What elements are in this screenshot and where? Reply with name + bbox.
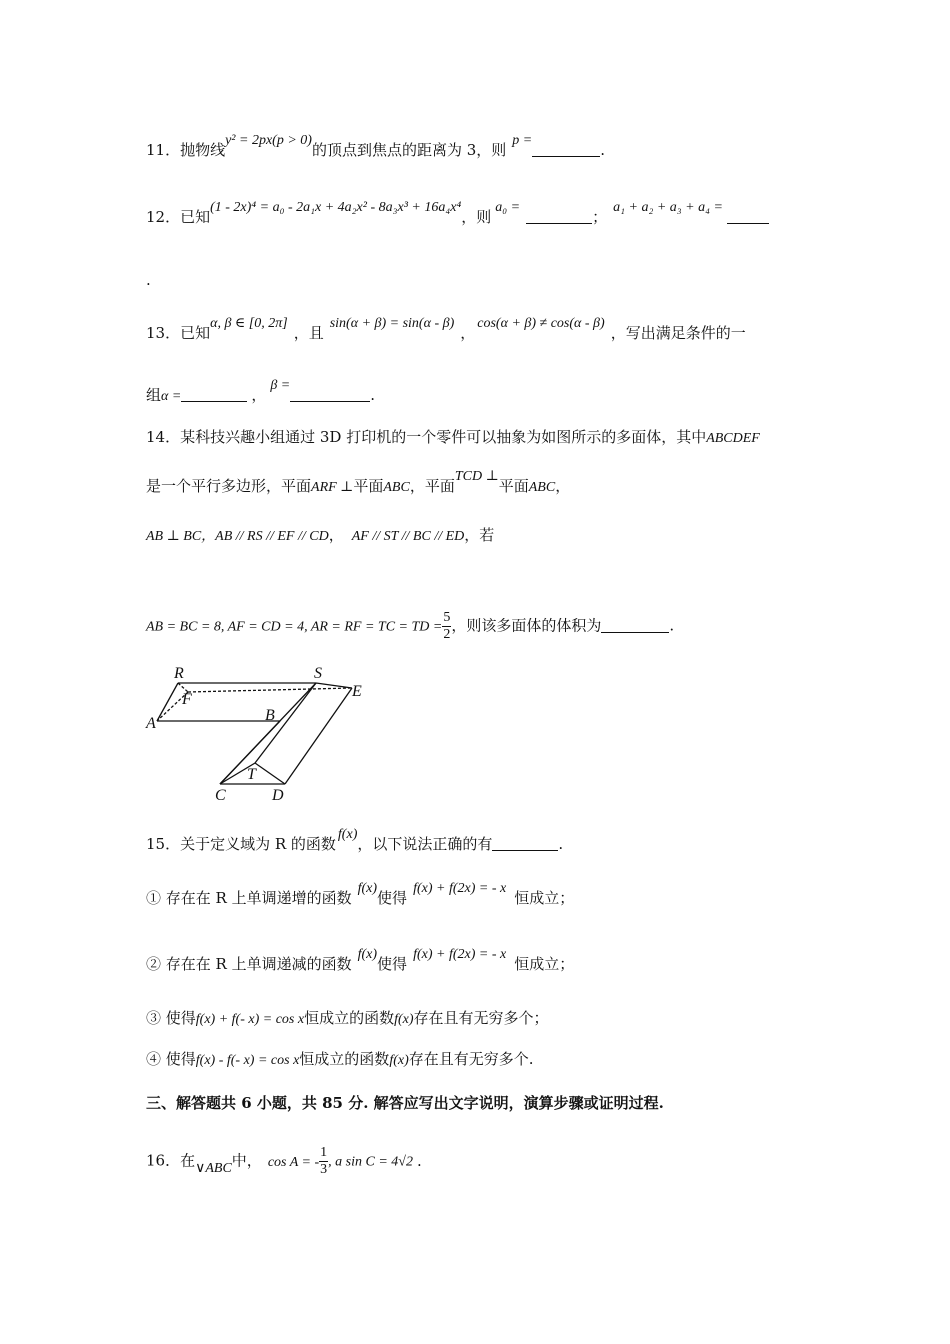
q13-period: . (370, 386, 376, 404)
q11-number: 11．抛物线 (146, 141, 226, 159)
label-r: R (174, 665, 184, 682)
q15-number: 15．关于定义域为 R 的函数 (146, 835, 336, 853)
label-f: F (182, 691, 192, 708)
q13-tail: ，写出满足条件的一 (610, 324, 746, 342)
q13-number: 13．已知 (146, 324, 211, 342)
q15-statement-3 (146, 1008, 549, 1030)
q13-blank-beta[interactable] (290, 387, 370, 402)
q14-ask: ，则该多面体的体积为 (451, 616, 602, 635)
q15-fx: f(x) (337, 827, 358, 842)
figure-labels (145, 665, 362, 804)
q15-tail: ，以下说法正确的有 (357, 835, 493, 853)
label-b: B (265, 707, 275, 724)
q13-comma: ， (460, 324, 476, 342)
q15-s1-fx: f(x) (357, 881, 378, 896)
q11-blank[interactable] (532, 142, 600, 157)
q16-triangle: ∨ABC (195, 1160, 232, 1176)
label-a: A (146, 715, 156, 732)
q13-sep: ， (251, 386, 267, 404)
q15-statement-2 (146, 947, 575, 976)
q11-text: 的顶点到焦点的距离为 3，则 (311, 141, 507, 159)
q16-period: . (416, 1151, 422, 1170)
q14-abcdef: ABCDEF (706, 431, 760, 446)
q12-sum: a₁ + a₂ + a₃ + a₄ = (613, 200, 723, 215)
q15-s2-such: 使得 (377, 955, 408, 973)
q13-beta: β = (270, 378, 291, 393)
q13-alpha: α = (161, 389, 182, 404)
q15-statement-4 (146, 1049, 534, 1071)
q15-statement-1 (146, 881, 575, 910)
q13-blank-alpha[interactable] (181, 387, 247, 402)
q15-s4-eq: f(x) - f(- x) = cos x (195, 1053, 300, 1068)
q15-s4-text: ④ 使得 (146, 1050, 196, 1068)
q16-fraction (319, 1145, 328, 1178)
question-13 (146, 316, 746, 345)
q13-cond1: α, β ∈ [0, 2π] (210, 316, 288, 331)
q15-s3-fx: f(x) (394, 1012, 414, 1027)
q14-comma: ， (328, 526, 344, 544)
q15-s3-tail: 存在且有无穷多个； (413, 1009, 549, 1027)
q12-semicolon: ； (592, 208, 608, 226)
q12-a0: a₀ = (495, 200, 521, 215)
q15-blank[interactable] (492, 836, 558, 851)
q12-blank-1[interactable] (526, 209, 592, 224)
q16-number: 16．在 (146, 1151, 196, 1170)
q13-and: ，且 (293, 324, 324, 342)
question-16 (146, 1145, 422, 1178)
label-e: E (352, 683, 362, 700)
edge-td (255, 763, 285, 784)
q14-text-2a: 是一个平行多边形，平面 (146, 477, 312, 495)
q16-mid: 中， (231, 1151, 262, 1170)
question-14-line1 (146, 427, 760, 449)
q16-frac-den: 3 (320, 1162, 328, 1177)
q13-group: 组 (146, 386, 162, 404)
q14-frac-num: 5 (443, 610, 451, 625)
q14-frac-den: 2 (443, 627, 451, 642)
q15-s4-fx: f(x) (389, 1053, 409, 1068)
q15-period: . (558, 835, 564, 853)
q14-period: . (669, 616, 675, 635)
q15-s2-fx: f(x) (357, 947, 378, 962)
q15-s3-eq: f(x) + f(- x) = cos x (195, 1012, 305, 1027)
q14-text-2e: ，平面 (409, 477, 455, 495)
q15-s1-tail: 恒成立； (514, 889, 575, 907)
q15-s4-tail: 存在且有无穷多个. (408, 1050, 534, 1068)
label-t: T (247, 766, 256, 783)
edge-de (285, 688, 352, 784)
edge-fe (188, 688, 352, 692)
q13-line2 (146, 378, 376, 407)
section-3-heading: 三、解答题共 6 小题，共 85 分. 解答应写出文字说明，演算步骤或证明过程. (146, 1094, 664, 1112)
q12-then: ，则 (461, 208, 492, 226)
q13-cond3: cos(α + β) ≠ cos(α - β) (477, 316, 605, 331)
q16-frac-num: 1 (320, 1145, 328, 1160)
q15-s4-mid: 恒成立的函数 (299, 1050, 390, 1068)
q14-arf: ARF ⊥ (311, 480, 354, 495)
q11-p: p = (512, 133, 533, 148)
q14-text-2g: 平面 (498, 477, 529, 495)
q16-asinc: , a sin C = 4√2 (328, 1154, 413, 1170)
edge-ra (157, 683, 178, 721)
q14-parallel-2: AF // ST // BC // ED (351, 529, 465, 544)
label-s: S (314, 665, 322, 682)
q15-s1-eq: f(x) + f(2x) = - x (413, 881, 507, 896)
q14-if: ，若 (464, 526, 495, 544)
question-14-line3 (146, 525, 494, 547)
q16-cos: cos A = - (267, 1154, 320, 1170)
q14-lengths: AB = BC = 8, AF = CD = 4, AR = RF = TC = TD = (146, 619, 443, 635)
q14-fraction (442, 610, 451, 643)
q15-s1-such: 使得 (377, 889, 408, 907)
q11-period: . (600, 141, 605, 159)
q14-text-2i: ， (555, 477, 571, 495)
polyhedron-figure (140, 660, 380, 810)
question-14-line2 (146, 469, 571, 498)
q12-equation: (1 - 2x)⁴ = a₀ - 2a₁x + 4a₂x² - 8a₃x³ + 16a₄x⁴ (210, 200, 462, 215)
q12-period-line: . (146, 271, 151, 289)
q14-text-1: 14．某科技兴趣小组通过 3D 打印机的一个零件可以抽象为如图所示的多面体，其中 (146, 428, 707, 446)
question-11 (146, 133, 605, 162)
q14-abc-1: ABC (383, 480, 410, 495)
question-14-line4 (146, 610, 674, 643)
q14-abc-2: ABC (528, 480, 556, 495)
question-15 (146, 827, 564, 856)
question-12 (146, 200, 769, 229)
label-d: D (272, 787, 284, 804)
q15-s3-mid: 恒成立的函数 (304, 1009, 395, 1027)
q14-blank[interactable] (601, 618, 669, 633)
q15-s2-text: ② 存在在 R 上单调递减的函数 (146, 955, 352, 973)
q15-s2-tail: 恒成立； (514, 955, 575, 973)
q15-s2-eq: f(x) + f(2x) = - x (413, 947, 507, 962)
q15-s1-text: ① 存在在 R 上单调递增的函数 (146, 889, 352, 907)
q11-equation: y² = 2px(p > 0) (225, 133, 312, 148)
q13-cond2: sin(α + β) = sin(α - β) (329, 316, 455, 331)
edge-sc (220, 683, 316, 784)
q14-parallel-1: AB ⊥ BC，AB // RS // EF // CD (146, 529, 329, 544)
label-c: C (215, 787, 226, 804)
edge-se (316, 683, 352, 688)
q12-number: 12．已知 (146, 208, 211, 226)
q15-s3-text: ③ 使得 (146, 1009, 196, 1027)
q14-tcd: TCD ⊥ (454, 469, 499, 484)
q12-blank-2[interactable] (727, 209, 769, 224)
q14-text-2c: 平面 (353, 477, 384, 495)
